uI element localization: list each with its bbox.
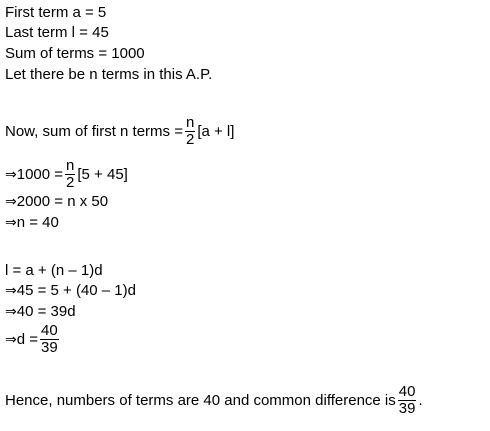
fraction-numerator: 40	[41, 322, 58, 339]
fraction-denominator: 2	[66, 174, 75, 191]
sum-formula-line	[5, 115, 234, 157]
step-6-fraction	[40, 323, 59, 356]
step-1-suffix: [5 + 45]	[77, 165, 128, 183]
step-4-line	[5, 282, 136, 300]
conclusion-prefix: Hence, numbers of terms are 40 and common difference is	[5, 391, 396, 409]
step-5-line	[5, 303, 76, 321]
step-3-line	[5, 214, 59, 232]
implies-icon: ⇒	[5, 331, 17, 348]
implies-icon: ⇒	[5, 304, 17, 320]
assumption-line: Let there be n terms in this A.P.	[5, 66, 213, 83]
step-6-prefix: d =	[16, 330, 39, 348]
implies-icon: ⇒	[5, 283, 17, 299]
sum-formula-suffix: [a + l]	[197, 122, 235, 140]
step-1-fraction	[65, 158, 75, 191]
sum-formula-fraction	[185, 115, 195, 148]
conclusion-fraction	[398, 384, 417, 417]
fraction-numerator: n	[66, 157, 75, 174]
fraction-denominator: 39	[41, 339, 58, 356]
conclusion-suffix: .	[418, 391, 423, 409]
conclusion-line	[5, 384, 423, 426]
d-formula-line: l = a + (n – 1)d	[5, 262, 103, 279]
step-2-text: 2000 = n x 50	[16, 193, 109, 210]
step-4-text: 45 = 5 + (40 – 1)d	[16, 282, 136, 299]
step-5-text: 40 = 39d	[16, 303, 76, 320]
step-2-line	[5, 193, 108, 211]
fraction-numerator: n	[185, 114, 195, 131]
fraction-numerator: 40	[398, 383, 416, 400]
implies-icon: ⇒	[5, 215, 17, 231]
fraction-denominator: 2	[185, 131, 195, 148]
step-3-text: n = 40	[16, 214, 59, 231]
given-first-term: First term a = 5	[5, 4, 107, 21]
implies-icon: ⇒	[5, 166, 17, 183]
step-1-prefix: 1000 =	[16, 165, 64, 183]
given-sum-of-terms: Sum of terms = 1000	[5, 45, 145, 62]
fraction-denominator: 39	[398, 400, 416, 417]
implies-icon: ⇒	[5, 194, 17, 210]
sum-formula-prefix: Now, sum of first n terms =	[5, 122, 183, 140]
given-last-term: Last term l = 45	[5, 24, 109, 41]
step-6-line	[5, 323, 61, 365]
